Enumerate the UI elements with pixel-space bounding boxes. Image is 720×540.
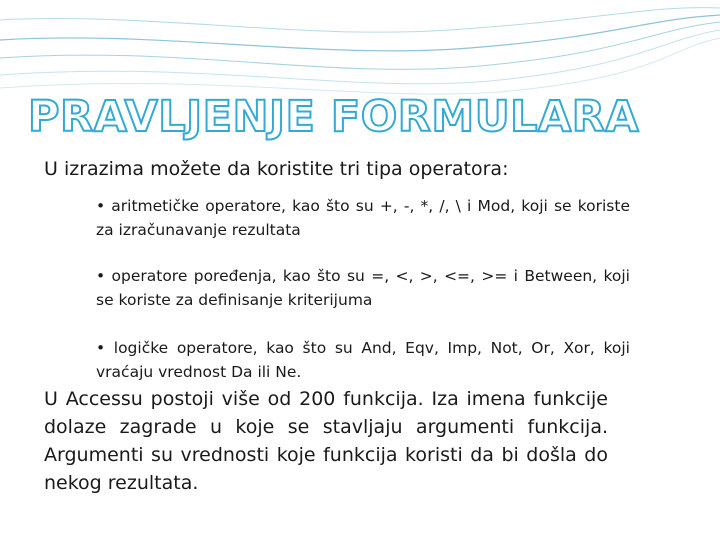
bullet-logical: • logičke operatore, kao što su And, Eqv, Imp, Not, Or, Xor, koji vraćaju vrednost Da ili Ne. (96, 339, 630, 381)
slide-title: PRAVLJENJE FORMULARA (28, 92, 640, 142)
functions-paragraph: U Accessu postoji više od 200 funkcija. Iza imena funkcije dolaze zagrade u koje se stavljaju argumenti funkcija. Argumenti su vrednosti koje funkcija koristi da bi došla do nekog rezultata. (44, 388, 608, 494)
intro-text: U izrazima možete da koristite tri tipa operatora: (44, 158, 509, 180)
bullet-comparison: • operatore poređenja, kao što su =, <, >, <=, >= i Between, koji se koriste za definisanje kriterijuma (96, 267, 630, 309)
bullet-arithmetic: • aritmetičke operatore, kao što su +, -, *, /, \ i Mod, koji se koriste za izračunavanje rezultata (96, 197, 630, 239)
